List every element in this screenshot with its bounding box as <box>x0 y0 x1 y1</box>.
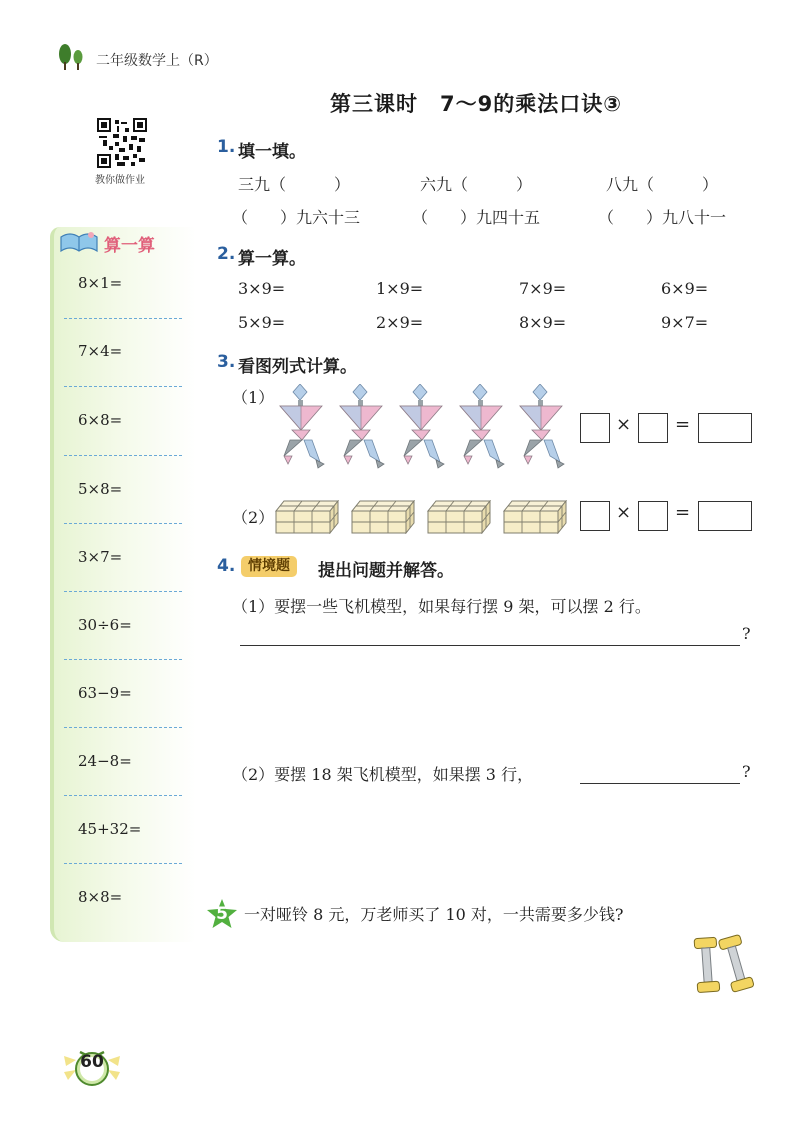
fill-blank-item: 三九（ ） <box>238 175 351 194</box>
tangram-figures <box>278 384 572 470</box>
dashed-separator <box>64 386 182 387</box>
dashed-separator <box>64 318 182 319</box>
fill-blank-item: 六九（ ） <box>420 175 533 194</box>
answer-box[interactable] <box>580 413 610 443</box>
section-title: 填一填。 <box>238 142 306 162</box>
fill-blank-item: （ ）九六十三 <box>232 208 361 227</box>
dashed-separator <box>64 455 182 456</box>
tree-logo-icon <box>56 42 86 72</box>
multiplication-item: 8×9= <box>519 313 567 332</box>
multiplication-item: 6×9= <box>661 279 709 298</box>
sidebar-calc-item: 6×8= <box>78 411 123 429</box>
sidebar-calc-item: 63−9= <box>78 684 132 702</box>
section-title: 提出问题并解答。 <box>318 561 454 581</box>
question-text: （1）要摆一些飞机模型，如果每行摆 9 架，可以摆 2 行。 <box>232 597 651 616</box>
times-sign: × <box>616 502 632 523</box>
sidebar-calc-item: 8×8= <box>78 888 123 906</box>
section-title: 算一算。 <box>238 249 306 269</box>
answer-box[interactable] <box>698 501 752 531</box>
answer-box[interactable] <box>698 413 752 443</box>
dashed-separator <box>64 659 182 660</box>
equals-sign: = <box>675 414 691 435</box>
times-sign: × <box>616 414 632 435</box>
sidebar-title: 算一算 <box>104 236 155 256</box>
section-number: 1. <box>217 137 236 157</box>
fill-blank-item: （ ）九八十一 <box>598 208 727 227</box>
question-text: 一对哑铃 8 元，万老师买了 10 对，一共需要多少钱? <box>244 905 624 924</box>
sidebar-calc-item: 5×8= <box>78 480 123 498</box>
sidebar-calc-item: 8×1= <box>78 274 123 292</box>
section-number: 3. <box>217 352 236 372</box>
lesson-title: 第三课时 7～9的乘法口诀③ <box>330 92 623 116</box>
multiplication-item: 1×9= <box>376 279 424 298</box>
qr-caption: 教你做作业 <box>95 175 145 186</box>
multiplication-item: 2×9= <box>376 313 424 332</box>
equals-sign: = <box>675 502 691 523</box>
answer-box[interactable] <box>580 501 610 531</box>
answer-line[interactable] <box>240 645 740 646</box>
page-number: 60 <box>80 1052 104 1072</box>
qr-code-icon[interactable] <box>97 118 147 168</box>
sidebar-calc-item: 7×4= <box>78 342 123 360</box>
section-title: 看图列式计算。 <box>238 357 357 377</box>
section-number: 4. <box>217 556 236 576</box>
sidebar-calc-item: 30÷6= <box>78 616 132 634</box>
section-number: 5 <box>216 904 228 924</box>
sidebar-calc-item: 3×7= <box>78 548 123 566</box>
dumbbell-icon <box>690 930 756 1002</box>
answer-box[interactable] <box>638 501 668 531</box>
answer-line[interactable] <box>580 783 740 784</box>
sidebar-calc-item: 24−8= <box>78 752 132 770</box>
answer-box[interactable] <box>638 413 668 443</box>
question-mark: ? <box>742 762 751 781</box>
multiplication-item: 5×9= <box>238 313 286 332</box>
multiplication-item: 7×9= <box>519 279 567 298</box>
book-title: 二年级数学上（R） <box>96 53 218 69</box>
dashed-separator <box>64 523 182 524</box>
multiplication-item: 3×9= <box>238 279 286 298</box>
dashed-separator <box>64 727 182 728</box>
cube-blocks <box>274 500 574 534</box>
fill-blank-item: （ ）九四十五 <box>412 208 541 227</box>
sidebar-calc-item: 45+32= <box>78 820 142 838</box>
scenario-tag: 情境题 <box>241 556 297 577</box>
dashed-separator <box>64 591 182 592</box>
part-label: （2） <box>232 508 275 527</box>
dashed-separator <box>64 863 182 864</box>
fill-blank-item: 八九（ ） <box>606 175 719 194</box>
part-label: （1） <box>232 388 275 407</box>
book-icon <box>58 229 100 255</box>
question-mark: ? <box>742 624 751 643</box>
dashed-separator <box>64 795 182 796</box>
section-number: 2. <box>217 244 236 264</box>
question-text: （2）要摆 18 架飞机模型，如果摆 3 行， <box>232 765 534 784</box>
multiplication-item: 9×7= <box>661 313 709 332</box>
